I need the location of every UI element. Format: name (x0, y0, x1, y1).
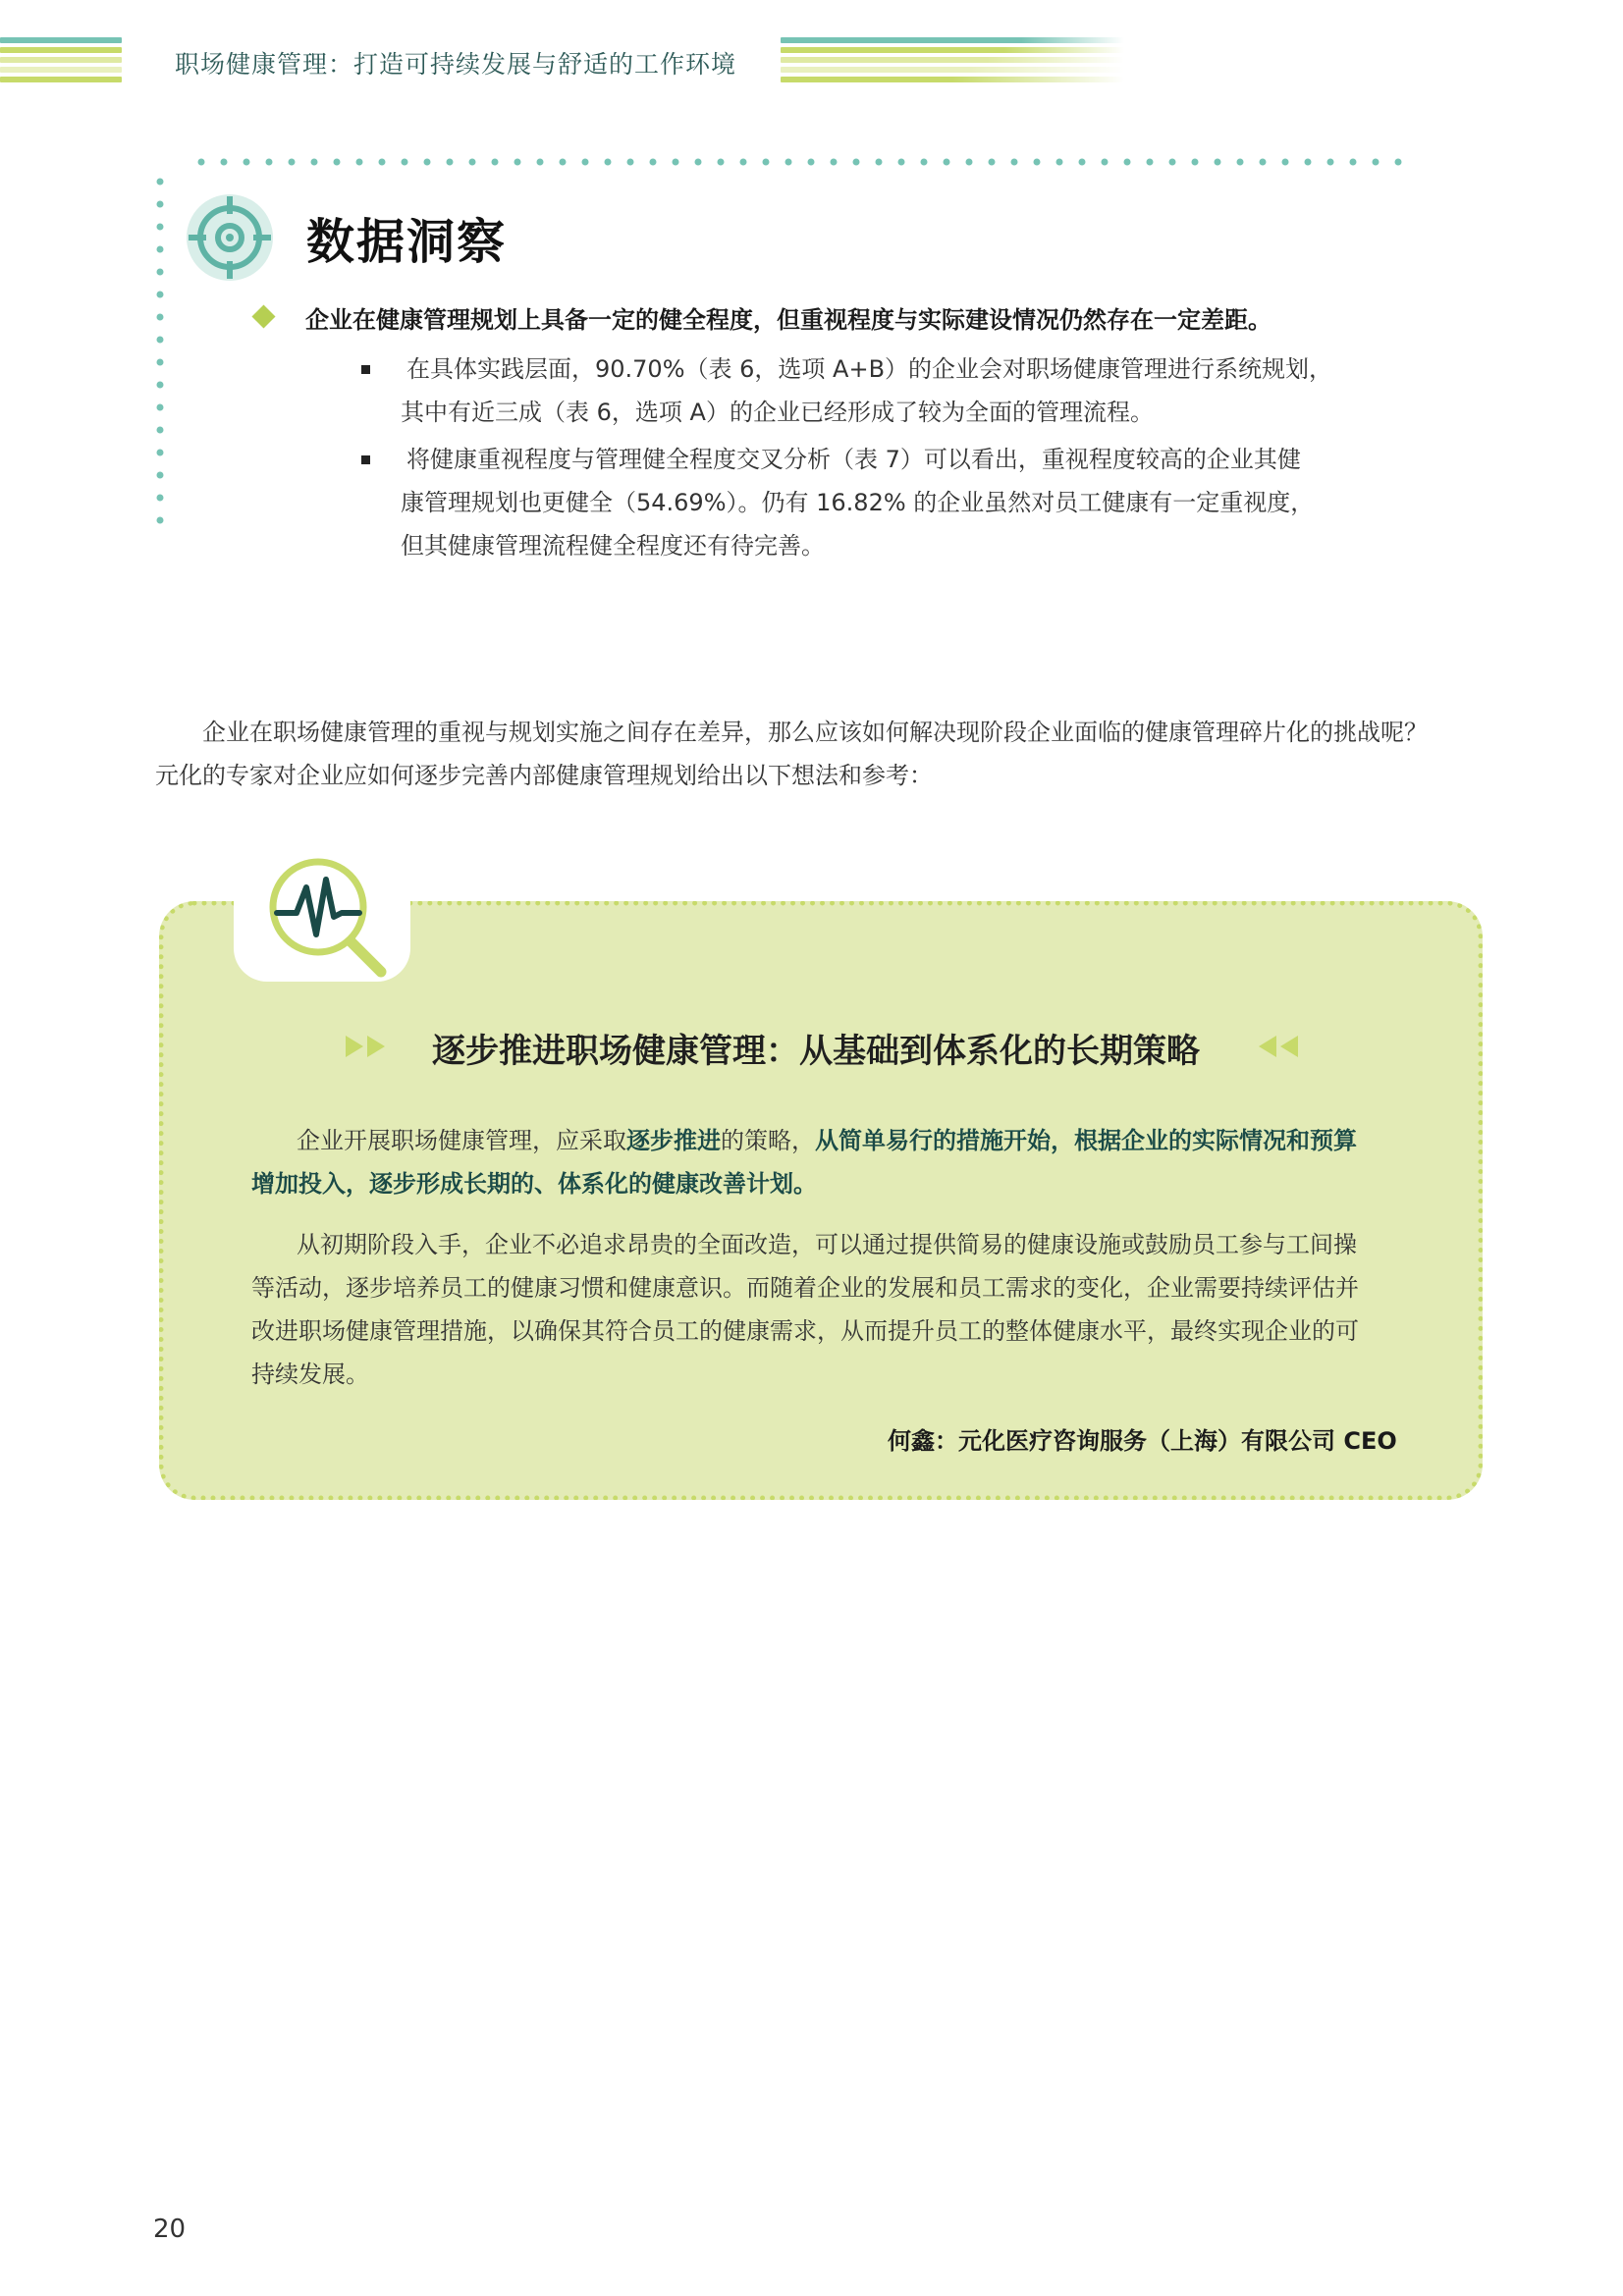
bullet-text-line: 将健康重视程度与管理健全程度交叉分析（表 7）可以看出，重视程度较高的企业其健 (406, 446, 1301, 473)
pulse-magnifier-icon (253, 846, 401, 986)
square-bullet-icon (361, 455, 370, 464)
emphasis-text: 从简单易行的措施开始，根据企业的实际情况和预算 (815, 1127, 1357, 1154)
insight-title: 数据洞察 (306, 214, 508, 270)
dotted-border-left (155, 177, 165, 540)
card-paragraph-line: 增加投入，逐步形成长期的、体系化的健康改善计划。 (251, 1170, 817, 1198)
card-paragraph-line: 持续发展。 (251, 1361, 369, 1388)
emphasis-text: 逐步推进 (626, 1127, 721, 1154)
text-run: 的策略， (721, 1127, 815, 1154)
card-paragraph-line: 改进职场健康管理措施，以确保其符合员工的健康需求，从而提升员工的整体健康水平，最终实现企业的可 (251, 1317, 1359, 1345)
text-run: 企业开展职场健康管理，应采取 (297, 1127, 626, 1154)
bullet-text-line: 在具体实践层面，90.70%（表 6，选项 A+B）的企业会对职场健康管理进行系统规划， (406, 355, 1333, 383)
signature: 何鑫：元化医疗咨询服务（上海）有限公司 CEO (888, 1427, 1397, 1455)
page-number: 20 (153, 2215, 187, 2244)
header-decoration-right (781, 37, 1124, 86)
bullet-text-line: 康管理规划也更健全（54.69%）。仍有 16.82% 的企业虽然对员工健康有一定重视度， (401, 489, 1315, 516)
dotted-border-top (196, 157, 1404, 167)
target-icon (185, 192, 275, 283)
intro-line: 元化的专家对企业应如何逐步完善内部健康管理规划给出以下想法和参考： (155, 762, 933, 789)
card-paragraph-line: 从初期阶段入手，企业不必追求昂贵的全面改造，可以通过提供简易的健康设施或鼓励员工参与工间操 (297, 1231, 1357, 1258)
card-paragraph-line (297, 1119, 1357, 1162)
header-decoration-left (0, 37, 122, 86)
card-title: 逐步推进职场健康管理：从基础到体系化的长期策略 (432, 1032, 1200, 1071)
bullet-text-line: 其中有近三成（表 6，选项 A）的企业已经形成了较为全面的管理流程。 (401, 399, 1154, 426)
intro-line: 企业在职场健康管理的重视与规划实施之间存在差异，那么应该如何解决现阶段企业面临的健康管理碎片化的挑战呢？ (202, 719, 1428, 746)
header-title: 职场健康管理：打造可持续发展与舒适的工作环境 (175, 50, 737, 79)
square-bullet-icon (361, 365, 370, 374)
diamond-bullet-icon (251, 304, 275, 328)
card-paragraph-line: 等活动，逐步培养员工的健康习惯和健康意识。而随着企业的发展和员工需求的变化，企业需要持续评估并 (251, 1274, 1359, 1302)
bullet-text-line: 但其健康管理流程健全程度还有待完善。 (401, 532, 825, 560)
key-finding: 企业在健康管理规划上具备一定的健全程度，但重视程度与实际建设情况仍然存在一定差距。 (305, 306, 1271, 334)
double-arrow-left-icon (1253, 1034, 1298, 1059)
double-arrow-right-icon (346, 1034, 391, 1059)
